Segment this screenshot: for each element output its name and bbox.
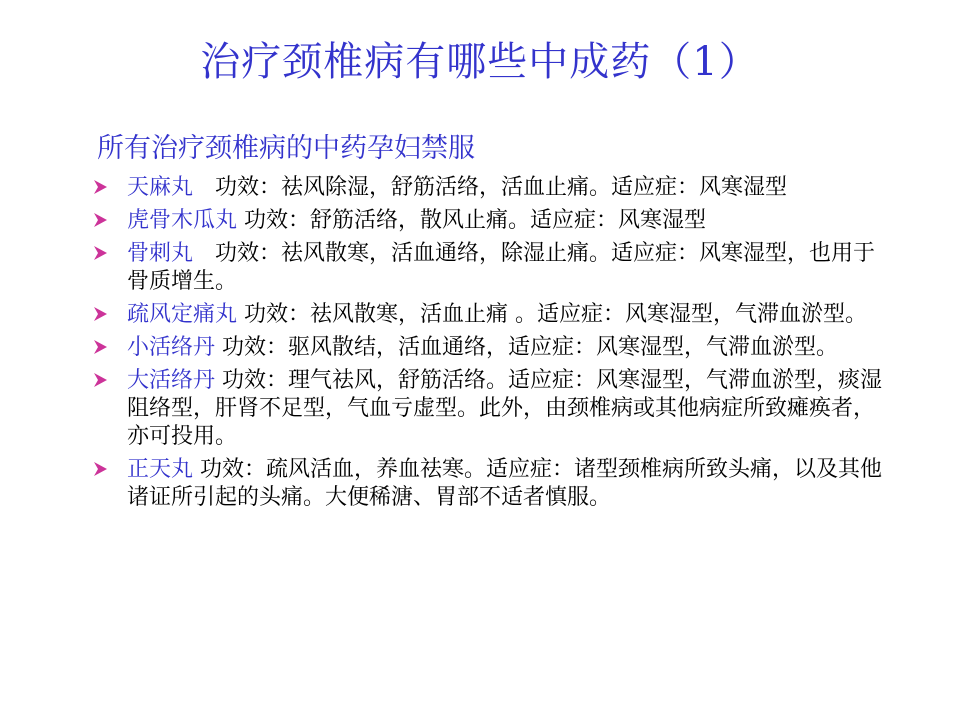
list-item-da-huoluo-dan [92,367,892,451]
medicine-description: 功效：理气祛风，舒筋活络。适应症：风寒湿型，气滞血淤型，痰湿阻络型，肝肾不足型，气血亏虚型。此外，由颈椎病或其他病症所致瘫痪者，亦可投用。 [127,368,883,449]
medicine-description: 功效：祛风散寒，活血止痛 。适应症：风寒湿型，气滞血淤型。 [244,302,868,327]
item-text [127,207,892,235]
list-item-shufeng-dingtong-wan [92,301,892,329]
subtitle: 所有治疗颈椎病的中药孕妇禁服 [97,133,475,164]
list-item-tianma-wan [92,174,892,202]
arrow-bullet-icon [92,179,108,195]
item-text [127,301,892,329]
medicine-name: 大活络丹 [127,368,216,393]
medicine-name: 天麻丸 [127,175,194,200]
arrow-bullet-icon [92,245,108,261]
slide-title: 治疗颈椎病有哪些中成药（1） [200,39,760,85]
medicine-name: 虎骨木瓜丸 [127,208,238,233]
medicine-name: 疏风定痛丸 [127,302,238,327]
medicine-list [92,174,892,517]
list-item-guci-wan [92,240,892,296]
arrow-bullet-icon [92,339,108,355]
medicine-description: 功效：疏风活血，养血祛寒。适应症：诸型颈椎病所致头痛，以及其他诸证所引起的头痛。大便稀溏、胃部不适者慎服。 [127,457,883,510]
medicine-description: 功效：舒筋活络，散风止痛。适应症：风寒湿型 [244,208,707,233]
arrow-bullet-icon [92,212,108,228]
item-text [127,334,892,362]
arrow-bullet-icon [92,306,108,322]
list-item-hugu-mugua-wan [92,207,892,235]
item-text [127,367,892,451]
arrow-bullet-icon [92,372,108,388]
list-item-zhengtian-wan [92,456,892,512]
arrow-bullet-icon [92,461,108,477]
item-text [127,240,892,296]
medicine-name: 正天丸 [127,457,194,482]
medicine-name: 小活络丹 [127,335,216,360]
item-text [127,456,892,512]
list-item-xiao-huoluo-dan [92,334,892,362]
item-text [127,174,892,202]
medicine-description: 功效：祛风散寒，活血通络，除湿止痛。适应症：风寒湿型，也用于骨质增生。 [127,241,876,294]
medicine-name: 骨刺丸 [127,241,194,266]
medicine-description: 功效：驱风散结，活血通络，适应症：风寒湿型，气滞血淤型。 [222,335,839,360]
medicine-description: 功效：祛风除湿，舒筋活络，活血止痛。适应症：风寒湿型 [193,175,788,200]
